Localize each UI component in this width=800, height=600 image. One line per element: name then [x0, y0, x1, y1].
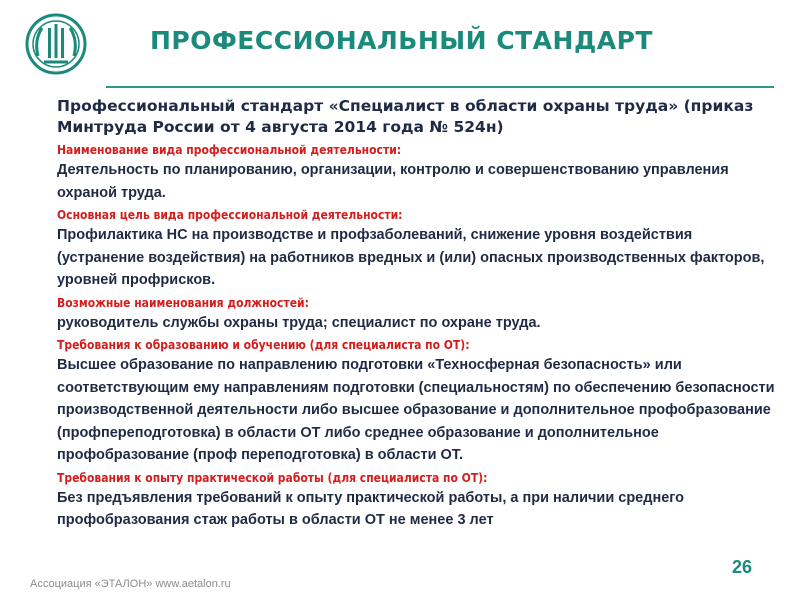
section-value-education: Высшее образование по направлению подготовки «Техносферная безопасность» или соответствующим ему направлениям подготовки (специальностям) по обеспечению безопасности производственной деятельности либо высшее образование и дополнительное профобразование (профпереподготовка) в области ОТ либо среднее образование и дополнительное профобразование (проф переподготовка) в области ОТ. — [57, 357, 775, 463]
standard-heading: Профессиональный стандарт «Специалист в области охраны труда» (приказ Минтруда России от 4 августа 2014 года № 524н) — [57, 97, 754, 136]
organization-logo — [24, 12, 88, 76]
main-content — [57, 96, 777, 534]
page-number: 26 — [731, 557, 752, 577]
section-value-goal: Профилактика НС на производстве и профзаболеваний, снижение уровня воздействия (устранение воздействия) на работников вредных и (или) опасных производственных факторов, уровней профрисков. — [57, 227, 765, 288]
page-title: ПРОФЕССИОНАЛЬНЫЙ СТАНДАРТ — [150, 26, 653, 55]
section-value-positions: руководитель службы охраны труда; специалист по охране труда. — [57, 314, 541, 331]
section-label-experience: Требования к опыту практической работы (для специалиста по ОТ): — [57, 470, 488, 485]
section-label-activity: Наименование вида профессиональной деятельности: — [57, 143, 402, 157]
section-value-experience: Без предъявления требований к опыту практической работы, а при наличии среднего профобразования стаж работы в области ОТ не менее 3 лет — [57, 489, 684, 528]
footer-organization: Ассоциация «ЭТАЛОН» www.aetalon.ru — [30, 578, 231, 590]
section-label-positions: Возможные наименования должностей: — [57, 295, 309, 310]
section-value-activity: Деятельность по планированию, организации, контролю и совершенствованию управления охраной труда. — [57, 162, 729, 201]
title-divider — [106, 86, 774, 88]
section-label-goal: Основная цель вида профессиональной деятельности: — [57, 208, 403, 222]
section-label-education: Требования к образованию и обучению (для специалиста по ОТ): — [57, 338, 470, 352]
